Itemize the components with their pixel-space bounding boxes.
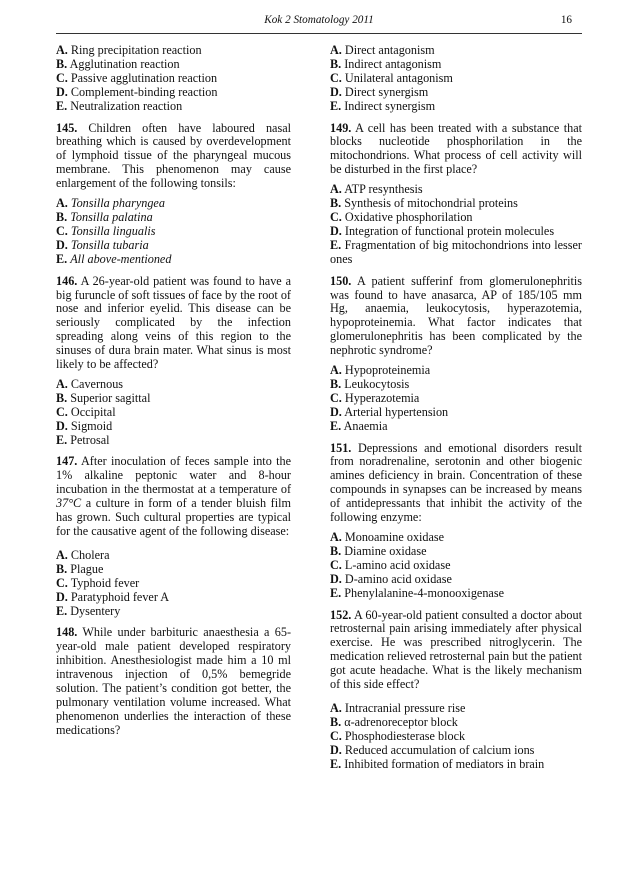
option-a: A. Tonsilla pharyngea <box>56 196 165 211</box>
page-number: 16 <box>560 14 572 26</box>
option-b: B. Diamine oxidase <box>330 543 427 558</box>
q148-options <box>330 44 582 114</box>
page-header <box>0 14 638 30</box>
question-152: 152. A 60-year-old patient consulted a doctor about retrosternal pain arising immediately after physical exercise. He was prescribed nitroglycerin. The medication relieved retrosternal pain but the patient got acute headache. What is the likely mechanism of this side effect? <box>330 607 583 692</box>
option-b: B. Synthesis of mitochondrial proteins <box>330 196 518 211</box>
left-column <box>56 44 291 738</box>
question-147: 147. After inoculation of feces sample into the 1% alkaline peptonic water and 8-hour incubation in the thermostat at a temperature of 37°C a culture in form of a tender bluish film has grown. Such cultural properties are typical for the causative agent of the following disease: <box>56 454 291 538</box>
question-150: 150. A patient sufferinf from glomerulonephritis was found to have anasarca, AP of 185/105 mm Hg, anaemia, leukocytosis, hyperazotemia, hypoproteinemia. What factor indicates that glomerulonephritis has been complicated by the nephrotic syndrome? <box>330 273 582 358</box>
option-e: E. Indirect synergism <box>330 98 436 113</box>
option-d: D. Reduced accumulation of calcium ions <box>330 742 535 757</box>
option-c: C. Unilateral antagonism <box>330 70 453 85</box>
q152-options <box>330 702 582 772</box>
q150-options <box>330 364 582 434</box>
question-148: 148. While under barbituric anaesthesia a 65-year-old male patient developed respiratory inhibition. Anesthesiologist made him a 10 ml intravenous injection of 0,5% bemegride solution. The patient’s condition got better, the pulmonary ventilation volume increased. What phenomenon underlies the interaction of these medications? <box>56 625 291 737</box>
option-a: A. Cavernous <box>56 376 124 391</box>
option-c: C. Hyperazotemia <box>330 390 420 405</box>
option-e: E. All above-mentioned <box>56 251 172 266</box>
option-c: C. Typhoid fever <box>56 575 140 590</box>
q147-options <box>56 549 291 619</box>
option-d: D. Complement-binding reaction <box>56 84 218 99</box>
option-b: B. Plague <box>56 561 104 576</box>
option-d: D. Arterial hypertension <box>330 404 449 419</box>
header-rule <box>56 33 582 34</box>
option-c: C. Phosphodiesterase block <box>330 728 466 743</box>
option-c: C. L-amino acid oxidase <box>330 557 451 572</box>
right-column <box>330 44 582 780</box>
q151-options <box>330 531 582 601</box>
option-d: D. Sigmoid <box>56 418 113 433</box>
option-d: D. Integration of functional protein molecules <box>330 223 555 238</box>
option-b: B. Leukocytosis <box>330 376 410 391</box>
q145-options <box>56 197 291 267</box>
option-c: C. Tonsilla lingualis <box>56 223 156 238</box>
option-b: B. α-adrenoreceptor block <box>330 714 458 729</box>
q146-options <box>56 378 291 448</box>
option-e: E. Anaemia <box>330 418 388 433</box>
question-145: 145. Children often have laboured nasal breathing which is caused by overdevelopment of lymphoid tissue of the pharyngeal mucous membrane. This phenomenon may cause enlargement of the following tonsils: <box>56 120 291 191</box>
header-title: Kok 2 Stomatology 2011 <box>264 14 374 26</box>
option-d: D. Tonsilla tubaria <box>56 237 149 252</box>
temperature-value: 37°C <box>56 496 82 511</box>
option-e: E. Dysentery <box>56 603 121 618</box>
option-a: A. ATP resynthesis <box>330 182 423 197</box>
option-e: E. Neutralization reaction <box>56 98 183 113</box>
option-a: A. Monoamine oxidase <box>330 530 445 544</box>
option-e: E. Phenylalanine-4-monooxigenase <box>330 585 504 600</box>
option-a: A. Direct antagonism <box>330 43 435 57</box>
option-d: D. Paratyphoid fever A <box>56 589 170 604</box>
option-a: A. Cholera <box>56 547 110 562</box>
q149-options <box>330 183 582 266</box>
option-e: E. Petrosal <box>56 432 110 447</box>
option-e: E. Fragmentation of big mitochondrions into lesser ones <box>330 237 582 266</box>
option-b: B. Indirect antagonism <box>330 56 442 71</box>
question-146: 146. A 26-year-old patient was found to have a big furuncle of soft tissues of face by the root of nose and inferior eyelid. This disease can be seriously complicated by the infection spreading along veins of this region to the sinuses of dura brain mater. What sinus is most likely to be affected? <box>56 273 292 372</box>
option-a: A. Ring precipitation reaction <box>56 43 202 57</box>
option-b: B. Agglutination reaction <box>56 56 180 71</box>
option-c: C. Oxidative phosphorilation <box>330 209 473 224</box>
option-d: D. Direct synergism <box>330 84 429 99</box>
question-149: 149. A cell has been treated with a substance that blocks nucleotide phosphorilation in the mitochondrions. What process of cell activity will be disturbed in the first place? <box>330 120 582 177</box>
option-d: D. D-amino acid oxidase <box>330 571 452 586</box>
option-b: B. Tonsilla palatina <box>56 209 153 224</box>
option-c: C. Passive agglutination reaction <box>56 70 218 85</box>
option-b: B. Superior sagittal <box>56 390 151 405</box>
option-c: C. Occipital <box>56 404 116 419</box>
option-e: E. Inhibited formation of mediators in brain <box>330 756 545 771</box>
option-a: A. Intracranial pressure rise <box>330 700 466 715</box>
question-151: 151. Depressions and emotional disorders result from noradrenaline, serotonin and other biogenic amines deficiency in brain. Concentration of these compounds in synapses can be increased by means of antidepressants that inhibit the activity of the following enzyme: <box>330 440 583 525</box>
option-a: A. Hypoproteinemia <box>330 363 431 378</box>
q144-options <box>56 44 291 114</box>
